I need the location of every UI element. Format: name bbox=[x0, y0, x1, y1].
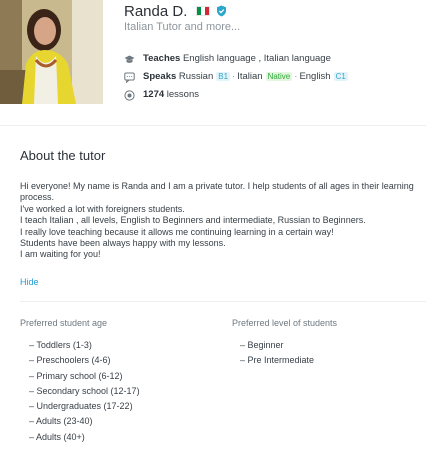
hide-link[interactable]: Hide bbox=[20, 277, 39, 287]
preferred-age-title: Preferred student age bbox=[20, 318, 108, 328]
preferred-level-list bbox=[240, 338, 314, 369]
list-item: – Preschoolers (4-6) bbox=[29, 355, 111, 366]
list-item: – Undergraduates (17-22) bbox=[29, 401, 133, 412]
speaks-label: Speaks bbox=[143, 71, 177, 82]
about-line: I really love teaching because it allows me continuing learning in a certain way! bbox=[20, 226, 334, 237]
language-name: Italian bbox=[237, 71, 263, 82]
about-line: I am waiting for you! bbox=[20, 249, 101, 260]
list-item: – Toddlers (1-3) bbox=[29, 340, 92, 350]
about-line: Hi everyone! My name is Randa and I am a private tutor. I help students of all ages in their learning bbox=[20, 181, 414, 191]
verified-shield-icon bbox=[216, 5, 227, 17]
about-line: process. bbox=[20, 192, 55, 203]
list-item: – Primary school (6-12) bbox=[29, 370, 123, 381]
lessons-count: 1274 bbox=[143, 89, 165, 100]
level-badge: Native bbox=[267, 72, 291, 81]
graduation-cap-icon bbox=[124, 54, 135, 65]
name-row bbox=[124, 3, 227, 19]
separator-dot: · bbox=[232, 71, 236, 82]
separator-dot: · bbox=[294, 71, 298, 82]
level-badge: B1 bbox=[218, 72, 229, 81]
preferred-age-list bbox=[29, 338, 140, 445]
tutor-name: Randa D. bbox=[124, 2, 188, 20]
preferred-level-title: Preferred level of students bbox=[232, 318, 338, 328]
about-line: I teach Italian , all levels, English to Beginners and intermediate, Russian to Beginners. bbox=[20, 215, 366, 226]
list-item: – Pre Intermediate bbox=[240, 355, 315, 366]
tutor-photo bbox=[0, 0, 103, 104]
tutor-subtitle: Italian Tutor and more... bbox=[124, 21, 241, 33]
lessons-label: lessons bbox=[166, 89, 199, 100]
lessons-circle-icon bbox=[124, 90, 135, 101]
tutor-header bbox=[0, 0, 426, 126]
teaches-value: English language , Italian language bbox=[182, 53, 331, 64]
italy-flag-icon bbox=[196, 6, 210, 16]
language-name: Russian bbox=[178, 71, 214, 82]
about-title: About the tutor bbox=[20, 148, 106, 163]
language-name: English bbox=[299, 71, 331, 82]
list-item: – Secondary school (12-17) bbox=[29, 385, 140, 396]
list-item: – Adults (40+) bbox=[29, 431, 85, 442]
about-line: Students have been always happy with my lessons. bbox=[20, 238, 226, 249]
teaches-label: Teaches bbox=[143, 53, 181, 64]
about-text bbox=[20, 181, 420, 261]
section-divider bbox=[20, 301, 426, 302]
speech-bubble-icon bbox=[124, 72, 135, 83]
list-item: – Beginner bbox=[240, 340, 284, 350]
level-badge: C1 bbox=[335, 72, 346, 81]
list-item: – Adults (23-40) bbox=[29, 416, 93, 427]
about-line: I've worked a lot with foreigners students. bbox=[20, 203, 185, 214]
section-divider bbox=[0, 125, 426, 126]
